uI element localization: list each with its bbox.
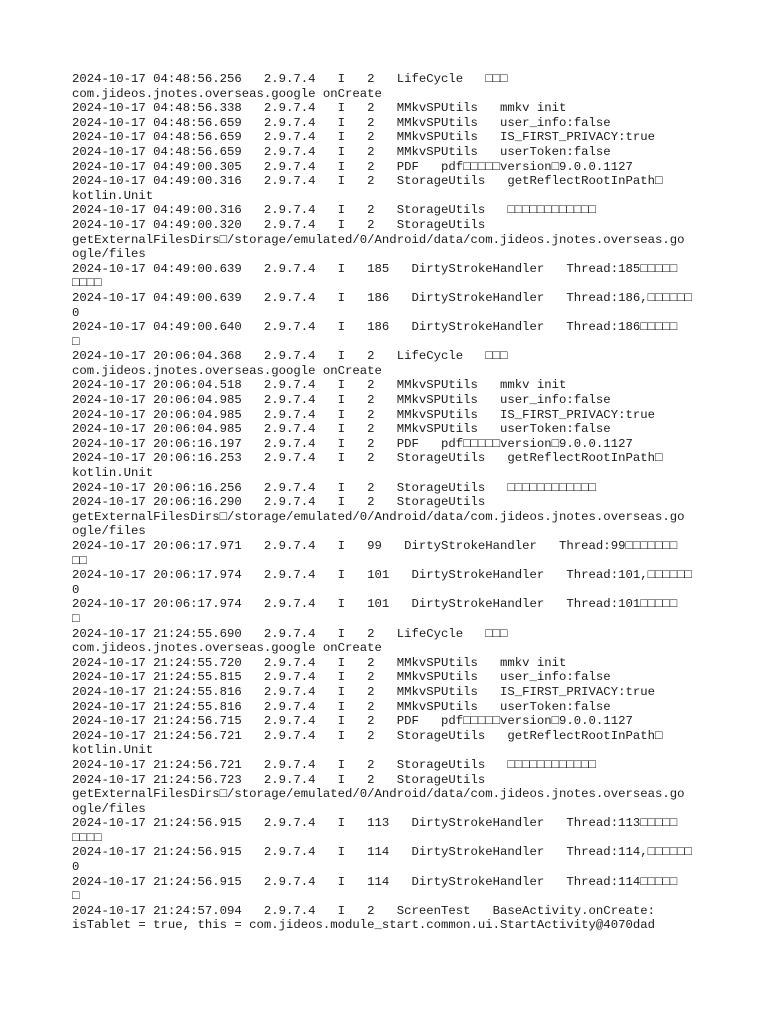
log-line: □ — [72, 889, 80, 904]
log-line: 2024-10-17 21:24:56.915 2.9.7.4 I 113 DirtyStrokeHandler Thread:113□□□□□ — [72, 816, 678, 831]
log-line: 2024-10-17 20:06:04.985 2.9.7.4 I 2 MMkvSPUtils userToken:false — [72, 422, 611, 437]
log-line: 2024-10-17 20:06:16.197 2.9.7.4 I 2 PDF pdf□□□□□version□9.0.0.1127 — [72, 436, 633, 451]
log-line: com.jideos.jnotes.overseas.google onCreate — [72, 86, 382, 101]
log-line: 2024-10-17 04:49:00.640 2.9.7.4 I 186 DirtyStrokeHandler Thread:186□□□□□ — [72, 320, 678, 335]
log-line: □□□□ — [72, 276, 102, 291]
log-line: 0 — [72, 582, 80, 597]
log-line: 0 — [72, 860, 80, 875]
log-line: 2024-10-17 04:48:56.659 2.9.7.4 I 2 MMkvSPUtils userToken:false — [72, 144, 611, 159]
log-line: 2024-10-17 21:24:57.094 2.9.7.4 I 2 ScreenTest BaseActivity.onCreate: — [72, 903, 655, 918]
log-line: 2024-10-17 20:06:04.368 2.9.7.4 I 2 LifeCycle □□□ — [72, 349, 508, 364]
log-line: getExternalFilesDirs□/storage/emulated/0/Android/data/com.jideos.jnotes.overseas.go — [72, 787, 685, 802]
log-line: 2024-10-17 04:49:00.639 2.9.7.4 I 186 DirtyStrokeHandler Thread:186,□□□□□□ — [72, 290, 692, 305]
log-line: 2024-10-17 04:49:00.320 2.9.7.4 I 2 StorageUtils — [72, 217, 486, 232]
log-line: ogle/files — [72, 801, 146, 816]
log-line: kotlin.Unit — [72, 743, 154, 758]
log-line: 2024-10-17 21:24:55.690 2.9.7.4 I 2 LifeCycle □□□ — [72, 626, 508, 641]
log-line: □ — [72, 611, 80, 626]
log-line: 2024-10-17 20:06:04.985 2.9.7.4 I 2 MMkvSPUtils user_info:false — [72, 393, 611, 408]
log-line: □□□□ — [72, 830, 102, 845]
log-line: 2024-10-17 04:49:00.305 2.9.7.4 I 2 PDF pdf□□□□□version□9.0.0.1127 — [72, 159, 633, 174]
log-text-block — [72, 72, 712, 933]
log-line: 2024-10-17 04:49:00.639 2.9.7.4 I 185 DirtyStrokeHandler Thread:185□□□□□ — [72, 261, 678, 276]
log-line: 2024-10-17 21:24:56.915 2.9.7.4 I 114 DirtyStrokeHandler Thread:114,□□□□□□ — [72, 845, 692, 860]
log-line: 2024-10-17 21:24:56.715 2.9.7.4 I 2 PDF pdf□□□□□version□9.0.0.1127 — [72, 714, 633, 729]
log-line: 2024-10-17 20:06:04.518 2.9.7.4 I 2 MMkvSPUtils mmkv init — [72, 378, 567, 393]
log-line: 2024-10-17 20:06:04.985 2.9.7.4 I 2 MMkvSPUtils IS_FIRST_PRIVACY:true — [72, 407, 655, 422]
log-line: 2024-10-17 04:49:00.316 2.9.7.4 I 2 StorageUtils getReflectRootInPath□ — [72, 174, 663, 189]
log-line: kotlin.Unit — [72, 466, 154, 481]
log-line: 2024-10-17 20:06:17.971 2.9.7.4 I 99 DirtyStrokeHandler Thread:99□□□□□□□ — [72, 539, 678, 553]
log-line: com.jideos.jnotes.overseas.google onCreate — [72, 641, 382, 656]
log-line: 2024-10-17 20:06:17.974 2.9.7.4 I 101 DirtyStrokeHandler Thread:101,□□□□□□ — [72, 568, 692, 583]
log-line: 2024-10-17 21:24:55.720 2.9.7.4 I 2 MMkvSPUtils mmkv init — [72, 655, 567, 670]
log-line: 2024-10-17 21:24:56.721 2.9.7.4 I 2 StorageUtils getReflectRootInPath□ — [72, 728, 663, 743]
log-line: □ — [72, 334, 80, 349]
log-line: 2024-10-17 20:06:16.256 2.9.7.4 I 2 StorageUtils □□□□□□□□□□□□ — [72, 480, 596, 495]
log-line: 2024-10-17 20:06:16.253 2.9.7.4 I 2 StorageUtils getReflectRootInPath□ — [72, 451, 663, 466]
log-line: getExternalFilesDirs□/storage/emulated/0/Android/data/com.jideos.jnotes.overseas.go — [72, 509, 685, 524]
log-line: 2024-10-17 04:49:00.316 2.9.7.4 I 2 StorageUtils □□□□□□□□□□□□ — [72, 203, 596, 218]
log-line: isTablet = true, this = com.jideos.module_start.common.ui.StartActivity@4070dad — [72, 918, 655, 933]
log-line: kotlin.Unit — [72, 188, 154, 203]
log-line: □□ — [72, 553, 87, 568]
log-line: 2024-10-17 21:24:55.816 2.9.7.4 I 2 MMkvSPUtils userToken:false — [72, 699, 611, 714]
log-line: 2024-10-17 04:48:56.256 2.9.7.4 I 2 LifeCycle □□□ — [72, 72, 508, 86]
log-line: 2024-10-17 21:24:55.815 2.9.7.4 I 2 MMkvSPUtils user_info:false — [72, 670, 611, 685]
log-line: 2024-10-17 04:48:56.659 2.9.7.4 I 2 MMkvSPUtils IS_FIRST_PRIVACY:true — [72, 130, 655, 145]
log-line: 2024-10-17 21:24:55.816 2.9.7.4 I 2 MMkvSPUtils IS_FIRST_PRIVACY:true — [72, 684, 655, 699]
log-line: getExternalFilesDirs□/storage/emulated/0/Android/data/com.jideos.jnotes.overseas.go — [72, 232, 685, 247]
log-line: 2024-10-17 04:48:56.659 2.9.7.4 I 2 MMkvSPUtils user_info:false — [72, 115, 611, 130]
log-line: 2024-10-17 21:24:56.915 2.9.7.4 I 114 DirtyStrokeHandler Thread:114□□□□□ — [72, 874, 678, 889]
log-line: 2024-10-17 20:06:16.290 2.9.7.4 I 2 StorageUtils — [72, 495, 486, 510]
log-line: com.jideos.jnotes.overseas.google onCreate — [72, 363, 382, 378]
log-line: 2024-10-17 21:24:56.721 2.9.7.4 I 2 StorageUtils □□□□□□□□□□□□ — [72, 757, 596, 772]
log-line: 2024-10-17 20:06:17.974 2.9.7.4 I 101 DirtyStrokeHandler Thread:101□□□□□ — [72, 597, 678, 612]
log-line: ogle/files — [72, 524, 146, 539]
log-line: 0 — [72, 305, 80, 320]
log-line: ogle/files — [72, 247, 146, 262]
log-line: 2024-10-17 21:24:56.723 2.9.7.4 I 2 StorageUtils — [72, 772, 486, 787]
log-line: 2024-10-17 04:48:56.338 2.9.7.4 I 2 MMkvSPUtils mmkv init — [72, 101, 567, 116]
